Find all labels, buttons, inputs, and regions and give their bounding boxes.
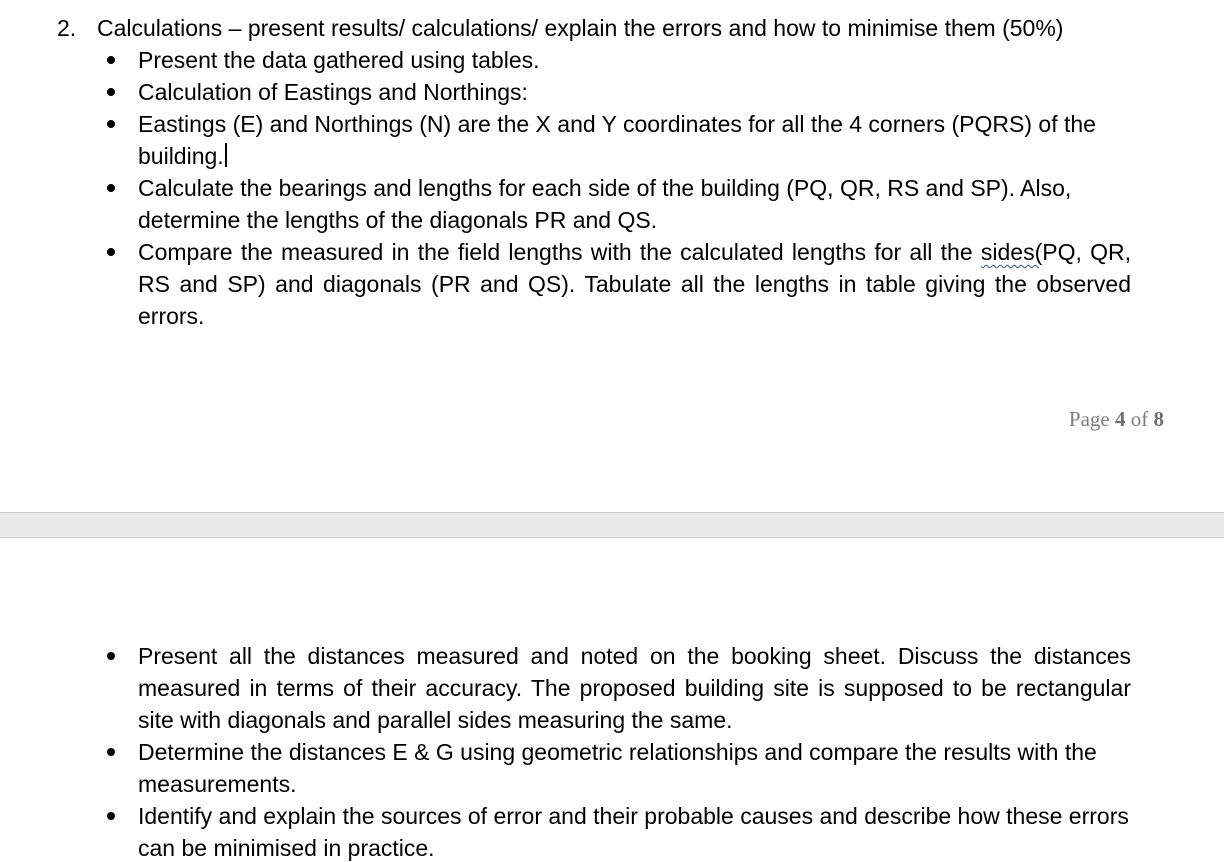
bullet-text-segment: PQ, QR, RS and SP) and diagonals (PR and QS). Tabulate all the lengths in table giving the observed errors. bbox=[138, 239, 1131, 329]
bullet-text-segment: Eastings (E) and Northings (N) are the X and Y coordinates for all the 4 corners (PQRS) of the building. bbox=[138, 111, 1096, 169]
bullet-item-bearings-lengths bbox=[105, 172, 1131, 236]
bullet-text[interactable]: Calculate the bearings and lengths for each side of the building (PQ, QR, RS and SP). Also, determine the lengths of the diagonals PR and QS. bbox=[138, 175, 1072, 233]
bullet-marker-icon bbox=[107, 248, 115, 256]
footer-of-label: of bbox=[1125, 407, 1154, 431]
bullet-marker-icon bbox=[107, 812, 115, 820]
bullet-item-booking-sheet bbox=[105, 640, 1131, 736]
bullet-text[interactable] bbox=[138, 108, 1131, 172]
item-number[interactable]: 2. bbox=[57, 15, 77, 41]
bullet-marker-icon bbox=[107, 56, 115, 64]
bullet-item-coordinates bbox=[105, 108, 1131, 172]
footer-page-label: Page bbox=[1068, 407, 1115, 431]
text-cursor bbox=[225, 143, 227, 167]
bullet-marker-icon bbox=[107, 652, 115, 660]
bullet-marker-icon bbox=[107, 120, 115, 128]
page-break-separator[interactable] bbox=[0, 512, 1224, 538]
footer-page-total: 8 bbox=[1153, 407, 1164, 431]
numbered-item-2 bbox=[57, 12, 1164, 44]
bullet-text[interactable]: Calculation of Eastings and Northings: bbox=[138, 79, 528, 105]
bullet-marker-icon bbox=[107, 184, 115, 192]
footer-page-current: 4 bbox=[1115, 407, 1126, 431]
bullet-text[interactable]: Determine the distances E & G using geometric relationships and compare the results with the measurements. bbox=[138, 739, 1097, 797]
bullet-text[interactable] bbox=[138, 236, 1131, 332]
bullet-marker-icon bbox=[107, 748, 115, 756]
item-heading[interactable]: Calculations – present results/ calculations/ explain the errors and how to minimise them (50%) bbox=[97, 15, 1064, 41]
bullet-item-distances-eg bbox=[105, 736, 1131, 800]
bullet-text-segment: Compare the measured in the field lengths with the calculated lengths for all the bbox=[138, 239, 981, 265]
bullet-marker-icon bbox=[107, 88, 115, 96]
bullet-list-page-4 bbox=[105, 44, 1131, 332]
page-5 bbox=[0, 538, 1224, 862]
bullet-item-sources-of-error bbox=[105, 800, 1131, 862]
bullet-list-page-5 bbox=[105, 640, 1131, 862]
grammar-flagged-word[interactable]: sides( bbox=[980, 239, 1043, 265]
bullet-text[interactable]: Present all the distances measured and noted on the booking sheet. Discuss the distances measured in terms of their accuracy. The proposed building site is supposed to be rectangular site with diagonals and parallel sides measuring the same. bbox=[138, 643, 1131, 733]
page-number-footer bbox=[1069, 406, 1164, 432]
bullet-text[interactable]: Present the data gathered using tables. bbox=[138, 47, 540, 73]
bullet-item-compare-lengths bbox=[105, 236, 1131, 332]
bullet-item-eastings-northings bbox=[105, 76, 1131, 108]
bullet-text[interactable]: Identify and explain the sources of error and their probable causes and describe how these errors can be minimised in practice. bbox=[138, 803, 1129, 861]
bullet-item-tables bbox=[105, 44, 1131, 76]
